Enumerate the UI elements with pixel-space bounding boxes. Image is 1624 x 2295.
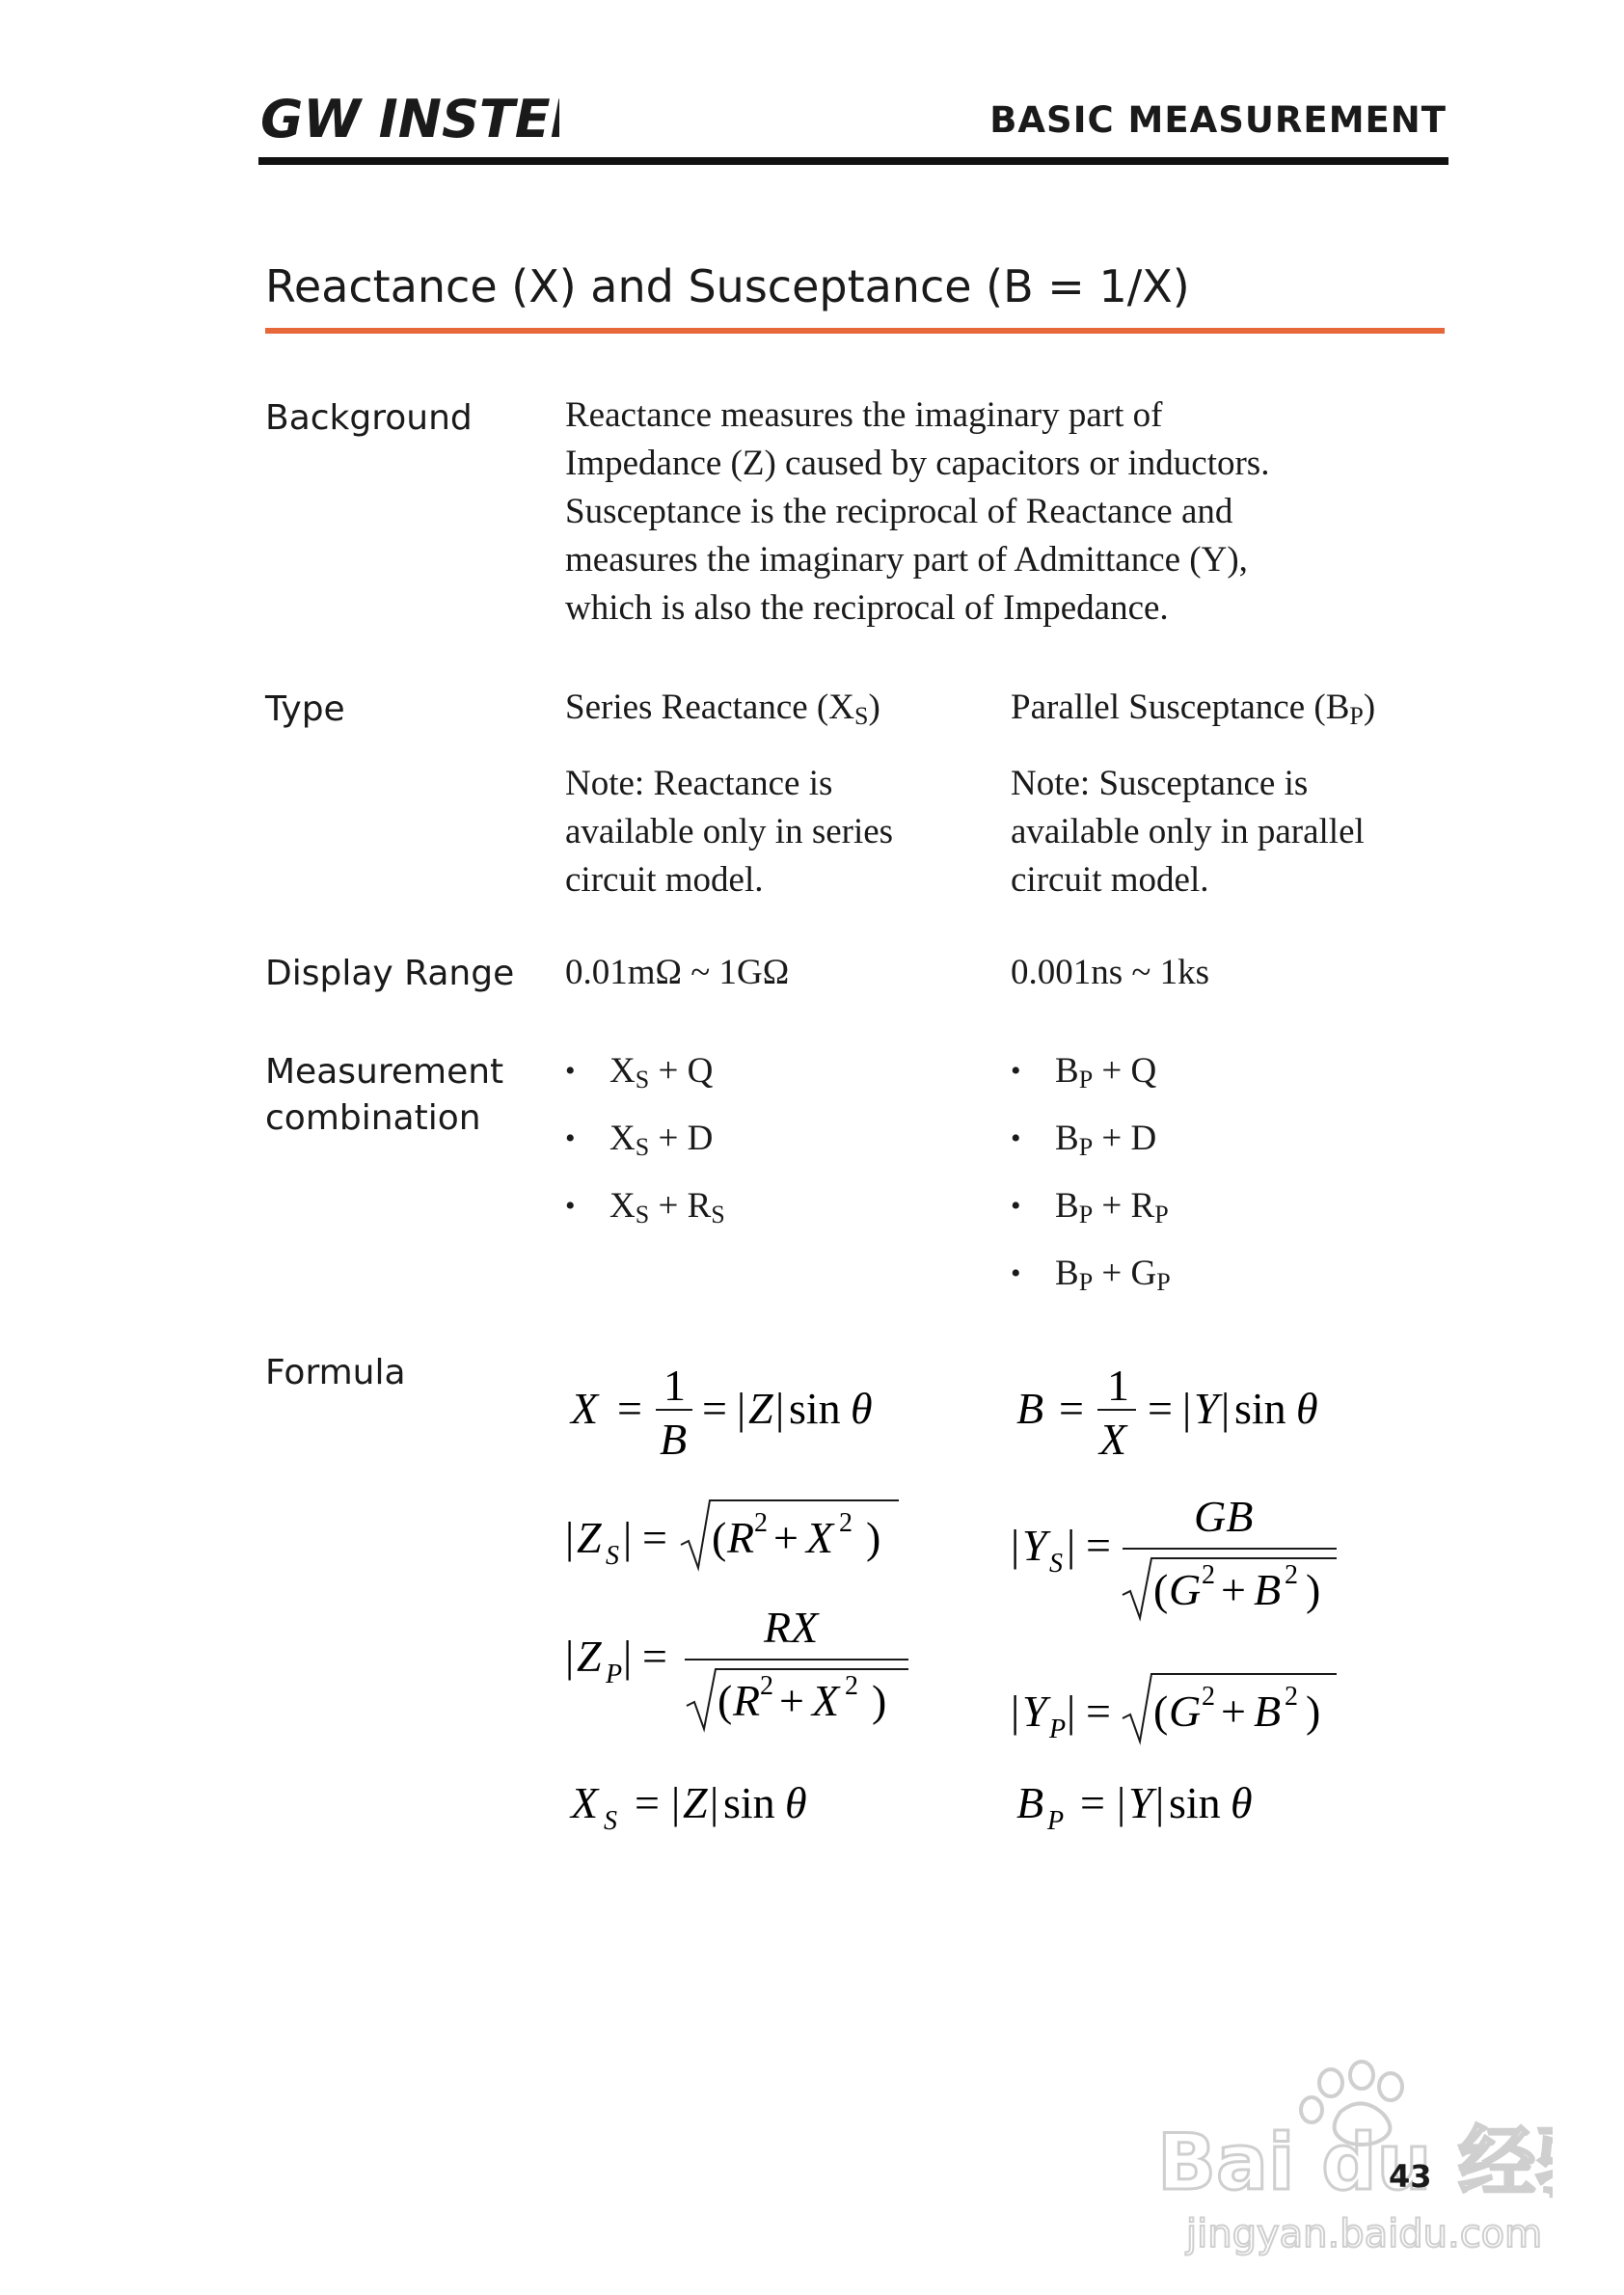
svg-text:Z: Z xyxy=(577,1513,602,1562)
svg-text:=: = xyxy=(1086,1687,1111,1736)
background-line: measures the imaginary part of Admittance (Y), xyxy=(565,540,1248,580)
svg-text:B: B xyxy=(1016,1778,1044,1827)
svg-text:(: ( xyxy=(1153,1565,1169,1614)
svg-text:(: ( xyxy=(712,1513,727,1562)
list-item: • $B_P + Q$ xyxy=(1011,1047,1171,1115)
svg-text:+: + xyxy=(779,1676,804,1725)
background-line: Reactance measures the imaginary part of xyxy=(565,395,1163,435)
formula-parallel-4 xyxy=(1011,1760,1319,1847)
svg-text:2: 2 xyxy=(754,1508,768,1538)
background-label: Background xyxy=(265,398,473,438)
svg-text:sin: sin xyxy=(1169,1778,1221,1827)
svg-text:Z: Z xyxy=(748,1384,773,1433)
svg-text:|: | xyxy=(1067,1521,1076,1570)
label-line: Measurement xyxy=(265,1052,504,1092)
svg-text:1: 1 xyxy=(663,1361,686,1410)
svg-text:+: + xyxy=(773,1513,798,1562)
formula-series-1 xyxy=(565,1350,912,1466)
parallel-note-line: Note: Susceptance is xyxy=(1011,764,1309,803)
series-display-range: 0.01mΩ ~ 1GΩ xyxy=(565,953,790,992)
svg-text:X: X xyxy=(1099,1415,1127,1464)
svg-text:|: | xyxy=(737,1384,746,1433)
formula-parallel-1 xyxy=(1011,1350,1358,1466)
formula-series-4 xyxy=(565,1760,874,1847)
series-note-line: available only in series xyxy=(565,812,894,851)
svg-text:|: | xyxy=(1117,1778,1126,1827)
list-item: • $X_S + R_S$ xyxy=(565,1182,725,1250)
svg-text:B: B xyxy=(660,1415,688,1464)
list-item: • $B_P + D$ xyxy=(1011,1115,1171,1182)
svg-text:P: P xyxy=(1047,1806,1065,1836)
label-line: combination xyxy=(265,1098,481,1138)
svg-text:G: G xyxy=(1169,1565,1202,1614)
type-series xyxy=(565,684,989,904)
background-line: Susceptance is the reciprocal of Reactance and xyxy=(565,492,1233,531)
parallel-note-line: available only in parallel xyxy=(1011,812,1365,851)
svg-text:1: 1 xyxy=(1107,1361,1129,1410)
svg-text:=: = xyxy=(635,1778,660,1827)
svg-text:): ) xyxy=(872,1676,887,1725)
baidu-watermark xyxy=(1148,2054,1553,2256)
svg-text:2: 2 xyxy=(1202,1682,1215,1712)
svg-text:Y: Y xyxy=(1022,1687,1047,1736)
parallel-display-range: 0.001ns ~ 1ks xyxy=(1011,953,1210,992)
svg-text:|: | xyxy=(775,1384,785,1433)
svg-text:S: S xyxy=(1049,1549,1063,1579)
svg-text:): ) xyxy=(1306,1565,1321,1614)
svg-text:|: | xyxy=(1011,1687,1020,1736)
svg-text:(: ( xyxy=(717,1676,733,1725)
svg-text:+: + xyxy=(1221,1687,1246,1736)
svg-text:Z: Z xyxy=(577,1632,602,1681)
svg-text:2: 2 xyxy=(760,1671,773,1701)
svg-text:=: = xyxy=(1059,1384,1084,1433)
svg-text:|: | xyxy=(1011,1521,1020,1570)
svg-text:R: R xyxy=(733,1676,761,1725)
svg-text:P: P xyxy=(1049,1714,1067,1744)
svg-text:X: X xyxy=(812,1676,840,1725)
svg-text:Y: Y xyxy=(1194,1384,1219,1433)
svg-text:=: = xyxy=(617,1384,642,1433)
gw-instek-logo xyxy=(260,89,559,147)
svg-text:+: + xyxy=(1221,1565,1246,1614)
series-note-line: Note: Reactance is xyxy=(565,764,833,803)
formula-label: Formula xyxy=(265,1353,406,1392)
svg-text:=: = xyxy=(702,1384,727,1433)
svg-text:R: R xyxy=(727,1513,755,1562)
svg-text:S: S xyxy=(604,1806,617,1836)
parallel-note-line: circuit model. xyxy=(1011,860,1209,900)
svg-text:Y: Y xyxy=(1128,1778,1153,1827)
type-parallel xyxy=(1011,684,1454,904)
logo-text: GW INSTEK xyxy=(260,89,559,147)
formula-series-2 xyxy=(565,1485,912,1581)
formula-series-3 xyxy=(565,1596,932,1741)
svg-text:sin: sin xyxy=(1234,1384,1286,1433)
baidu-paw-icon xyxy=(1148,2054,1553,2256)
svg-text:|: | xyxy=(671,1778,681,1827)
svg-text:=: = xyxy=(1080,1778,1105,1827)
svg-text:2: 2 xyxy=(1202,1560,1215,1590)
svg-text:|: | xyxy=(1221,1384,1231,1433)
series-type-name: Series Reactance $(X_S)$ xyxy=(565,688,880,730)
list-item: • $X_S + Q$ xyxy=(565,1047,725,1115)
svg-text:X: X xyxy=(806,1513,834,1562)
formula-parallel-3 xyxy=(1011,1659,1358,1755)
svg-text:S: S xyxy=(606,1541,619,1571)
measurement-combination-label xyxy=(265,1049,503,1142)
svg-text:2: 2 xyxy=(1285,1560,1298,1590)
svg-text:Z: Z xyxy=(683,1778,708,1827)
svg-text:X: X xyxy=(571,1778,599,1827)
svg-text:θ: θ xyxy=(1231,1778,1253,1827)
svg-text:|: | xyxy=(623,1513,633,1562)
formula-parallel-2 xyxy=(1011,1485,1377,1630)
svg-text:B: B xyxy=(1016,1384,1044,1433)
svg-text:GB: GB xyxy=(1194,1492,1254,1541)
watermark-text: Bai du 经 xyxy=(1157,2118,1536,2207)
svg-text:2: 2 xyxy=(839,1508,853,1538)
svg-text:G: G xyxy=(1169,1687,1202,1736)
header-divider xyxy=(258,157,1448,165)
section-header: BASIC MEASUREMENT xyxy=(989,99,1447,141)
svg-text:): ) xyxy=(1306,1687,1321,1736)
svg-text:|: | xyxy=(1182,1384,1192,1433)
svg-text:θ: θ xyxy=(1296,1384,1318,1433)
background-line: Impedance (Z) caused by capacitors or inductors. xyxy=(565,444,1270,483)
type-label: Type xyxy=(265,689,345,729)
svg-text:|: | xyxy=(623,1632,633,1681)
parallel-type-name: Parallel Susceptance $(B_P)$ xyxy=(1011,688,1376,730)
svg-text:X: X xyxy=(571,1384,599,1433)
background-text xyxy=(565,392,1433,633)
svg-text:Y: Y xyxy=(1022,1521,1047,1570)
list-item: • $B_P + G_P$ xyxy=(1011,1250,1171,1317)
svg-text:|: | xyxy=(1067,1687,1076,1736)
background-line: which is also the reciprocal of Impedance. xyxy=(565,588,1169,628)
svg-text:θ: θ xyxy=(851,1384,873,1433)
svg-text:RX: RX xyxy=(764,1603,819,1652)
svg-text:sin: sin xyxy=(723,1778,775,1827)
svg-text:B: B xyxy=(1254,1565,1282,1614)
series-combination-list xyxy=(565,1047,725,1250)
series-note-line: circuit model. xyxy=(565,860,764,900)
svg-text:|: | xyxy=(565,1513,575,1562)
svg-text:): ) xyxy=(866,1513,881,1562)
svg-text:=: = xyxy=(642,1513,667,1562)
svg-text:|: | xyxy=(1155,1778,1165,1827)
page-title: Reactance (X) and Susceptance (B = 1/X) xyxy=(265,260,1190,312)
svg-text:B: B xyxy=(1254,1687,1282,1736)
display-range-label: Display Range xyxy=(265,954,515,993)
svg-text:|: | xyxy=(565,1632,575,1681)
list-item: • $X_S + D$ xyxy=(565,1115,725,1182)
brand-logo-graphic xyxy=(260,89,559,147)
svg-text:=: = xyxy=(642,1632,667,1681)
svg-text:sin: sin xyxy=(789,1384,841,1433)
svg-text:θ: θ xyxy=(785,1778,807,1827)
svg-text:P: P xyxy=(606,1660,623,1689)
svg-text:=: = xyxy=(1086,1521,1111,1570)
svg-text:|: | xyxy=(710,1778,719,1827)
watermark-url: jingyan.baidu.com xyxy=(1186,2212,1543,2256)
svg-text:(: ( xyxy=(1153,1687,1169,1736)
svg-text:2: 2 xyxy=(845,1671,858,1701)
svg-text:2: 2 xyxy=(1285,1682,1298,1712)
svg-text:=: = xyxy=(1148,1384,1173,1433)
parallel-combination-list xyxy=(1011,1047,1171,1317)
title-underline xyxy=(265,328,1445,334)
list-item: • $B_P + R_P$ xyxy=(1011,1182,1171,1250)
page-number: 43 xyxy=(1389,2158,1432,2195)
